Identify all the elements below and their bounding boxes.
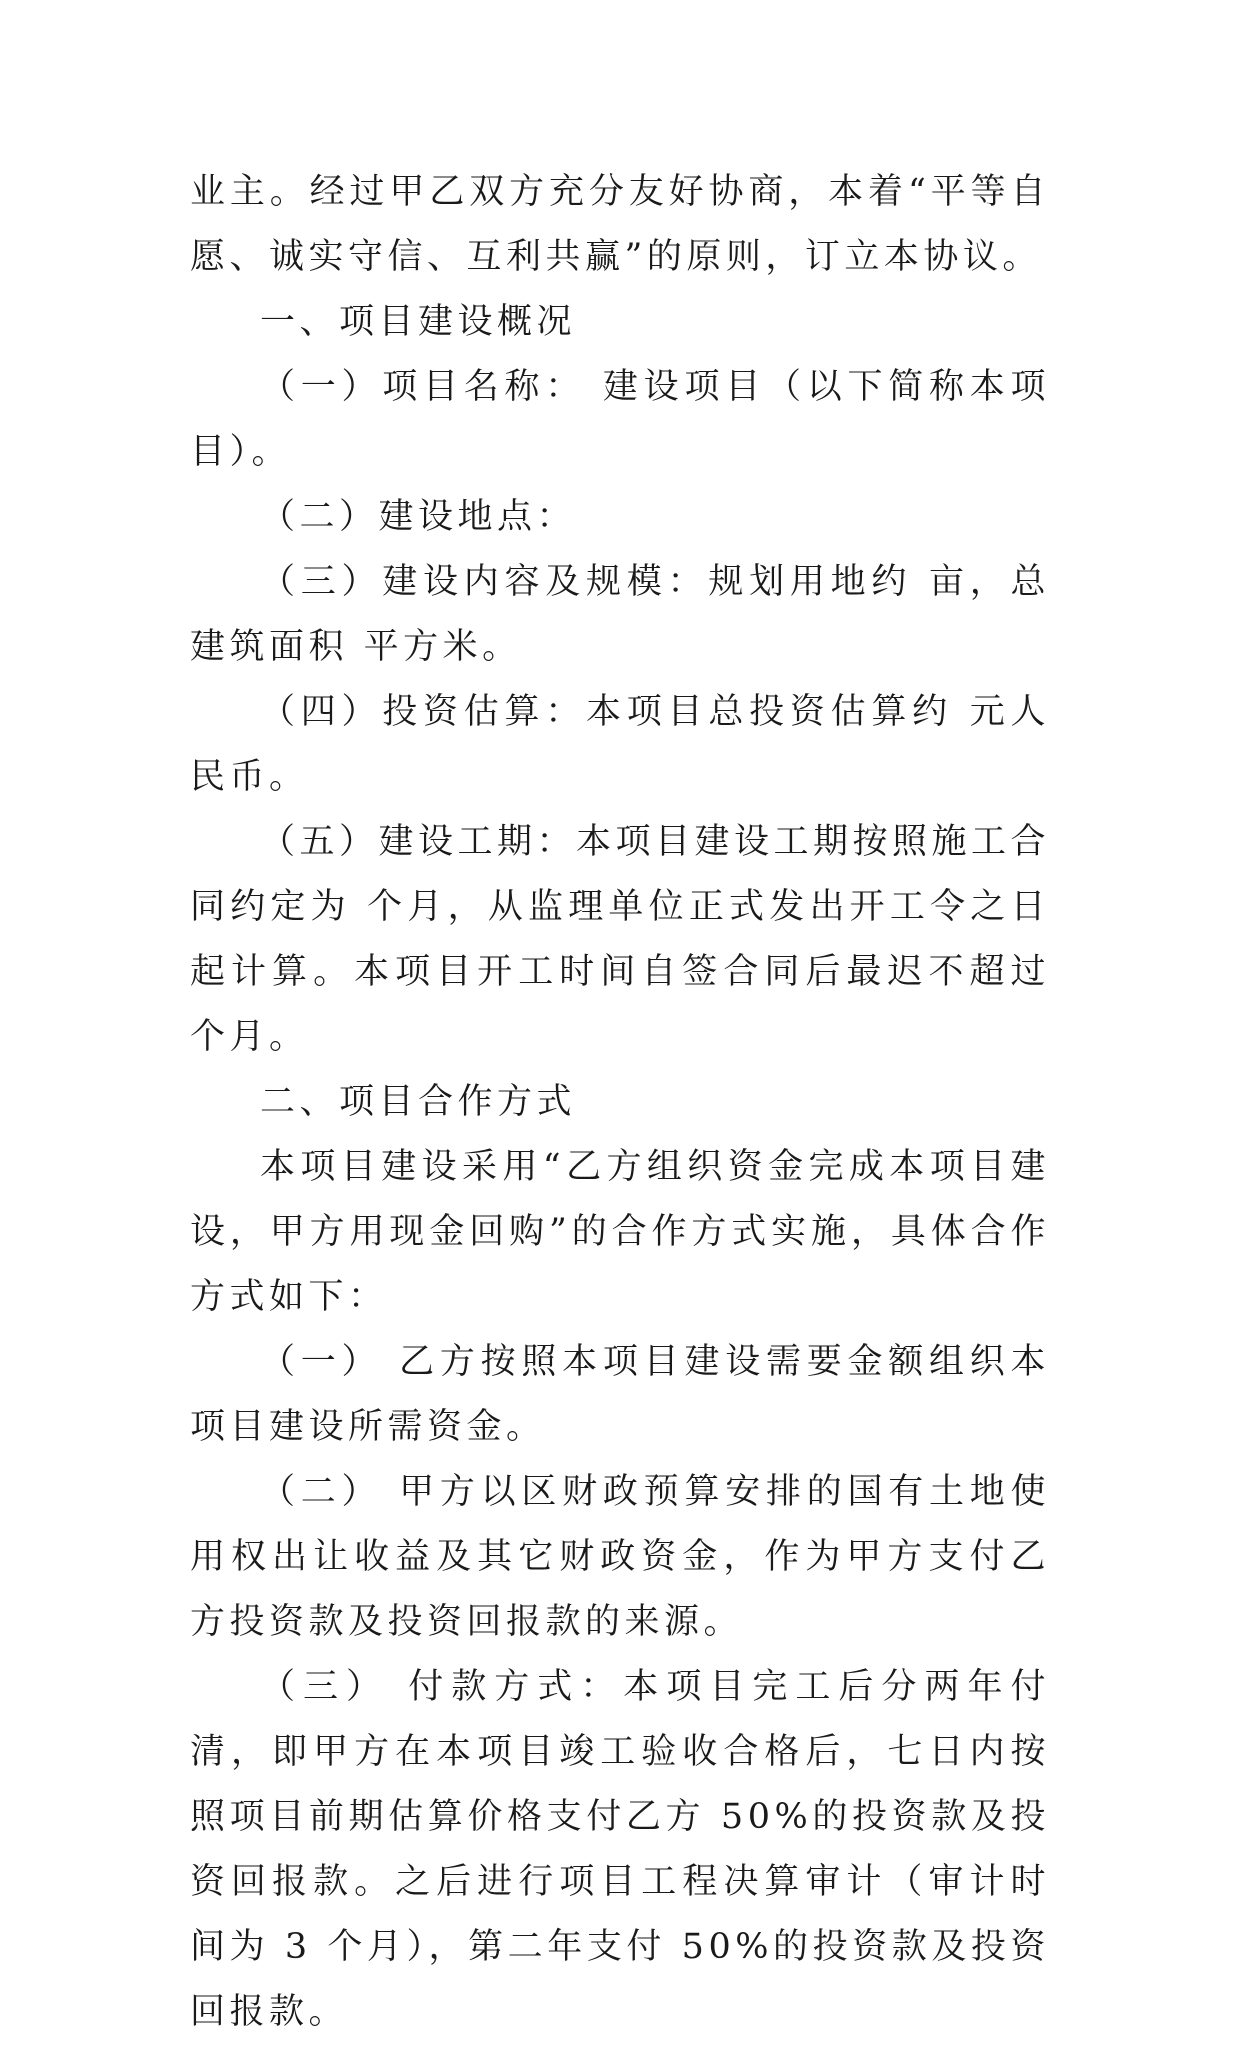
payment-source-paragraph: （二） 甲方以区财政预算安排的国有土地使用权出让收益及其它财政资金，作为甲方支付乙方投资款及投资回报款的来源。 xyxy=(190,1472,1050,1642)
document-body xyxy=(190,160,1050,2045)
construction-period-paragraph: （五）建设工期：本项目建设工期按照施工合同约定为 个月，从监理单位正式发出开工令之日起计算。本项目开工时间自签合同后最迟不超过 个月。 xyxy=(190,822,1051,1057)
cooperation-mode-paragraph: 本项目建设采用“乙方组织资金完成本项目建设，甲方用现金回购”的合作方式实施，具体合作方式如下： xyxy=(190,1147,1050,1317)
funding-paragraph: （一） 乙方按照本项目建设需要金额组织本项目建设所需资金。 xyxy=(190,1342,1050,1447)
section-heading-cooperation-mode: 二、项目合作方式 xyxy=(260,1082,577,1122)
project-location-paragraph: （二）建设地点： xyxy=(260,497,577,537)
section-heading-project-overview: 一、项目建设概况 xyxy=(260,302,577,342)
project-name-paragraph: （一）项目名称： 建设项目（以下简称本项目）。 xyxy=(190,367,1050,472)
intro-paragraph: 业主。经过甲乙双方充分友好协商，本着“平等自愿、诚实守信、互利共赢”的原则，订立本协议。 xyxy=(190,172,1050,277)
project-scale-paragraph: （三）建设内容及规模：规划用地约 亩，总建筑面积 平方米。 xyxy=(190,562,1050,667)
payment-method-paragraph: （三） 付款方式：本项目完工后分两年付清，即甲方在本项目竣工验收合格后，七日内按照项目前期估算价格支付乙方 50%的投资款及投资回报款。之后进行项目工程决算审计（审计时间为 3 个月），第二年支付 50%的投资款及投资回报款。 xyxy=(190,1667,1050,2032)
investment-estimate-paragraph: （四）投资估算：本项目总投资估算约 元人民币。 xyxy=(190,692,1050,797)
